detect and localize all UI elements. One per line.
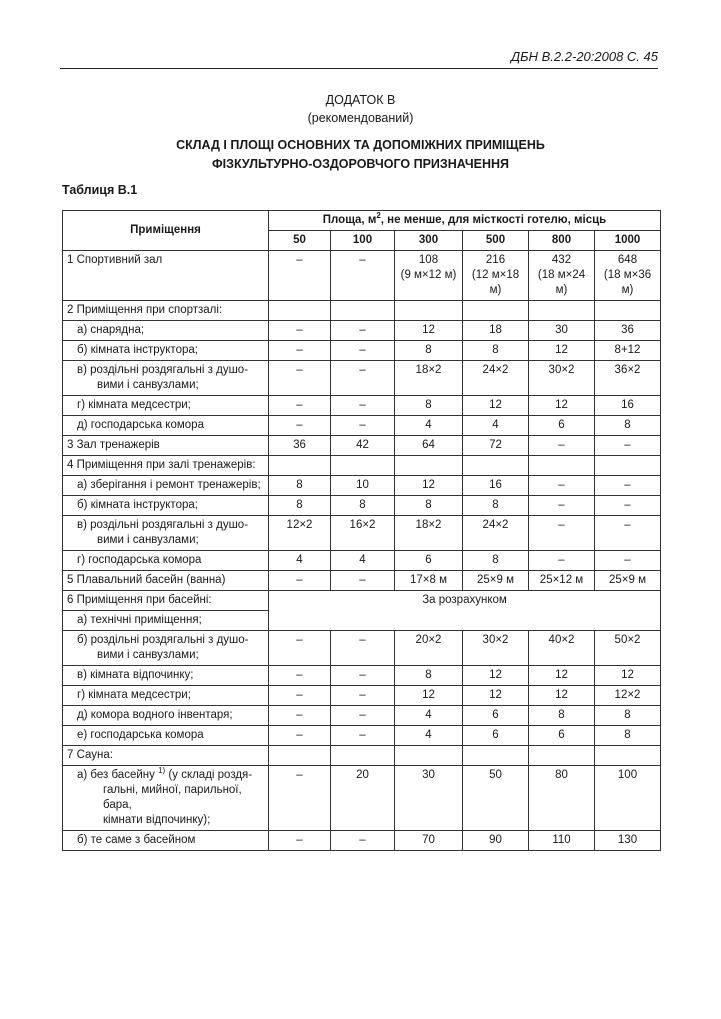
- area-value-cell: –: [331, 251, 395, 301]
- room-name-cell: [63, 436, 269, 456]
- area-value-cell: 42: [331, 436, 395, 456]
- area-value-cell: 90: [463, 831, 529, 851]
- area-value-cell: –: [269, 341, 331, 361]
- room-name: 1 Спортивний зал: [67, 254, 163, 266]
- area-value-cell: 108 (9 м×12 м): [395, 251, 463, 301]
- area-value-cell: –: [529, 551, 595, 571]
- area-value-cell: [395, 301, 463, 321]
- table-row: [63, 571, 661, 591]
- area-value-cell: –: [331, 726, 395, 746]
- area-value-cell: [595, 456, 661, 476]
- table-row: [63, 591, 661, 611]
- area-value-cell: –: [331, 706, 395, 726]
- room-name: д) господарська комора: [77, 419, 204, 431]
- area-header-sup: 2: [376, 211, 381, 221]
- area-value-cell: –: [331, 631, 395, 666]
- room-name-cell: [63, 496, 269, 516]
- table-row: [63, 456, 661, 476]
- room-name-cell: [63, 551, 269, 571]
- room-name: 7 Сауна:: [67, 749, 113, 761]
- area-value-cell: 17×8 м: [395, 571, 463, 591]
- appendix-note: (рекомендований): [307, 111, 414, 125]
- area-value-cell: 6: [395, 551, 463, 571]
- table-row: [63, 706, 661, 726]
- area-value-cell: 12×2: [269, 516, 331, 551]
- room-name-cell: [63, 456, 269, 476]
- room-name-cell: [63, 631, 269, 666]
- area-value-cell: [331, 301, 395, 321]
- area-value-cell: 12×2: [595, 686, 661, 706]
- area-value-cell: [595, 301, 661, 321]
- room-name-cell: [63, 746, 269, 766]
- merged-value-cell: За розрахунком: [269, 591, 661, 631]
- table-row: [63, 476, 661, 496]
- area-value-cell: 12: [529, 341, 595, 361]
- table-row: [63, 686, 661, 706]
- area-value-cell: 8: [395, 396, 463, 416]
- table-row: [63, 396, 661, 416]
- room-name: б) те саме з басейном: [77, 834, 196, 846]
- area-value-cell: 12: [529, 396, 595, 416]
- area-value-cell: –: [529, 436, 595, 456]
- area-value-cell: 130: [595, 831, 661, 851]
- room-name: а) зберігання і ремонт тренажерів;: [77, 479, 261, 491]
- area-value-cell: 12: [529, 686, 595, 706]
- area-value-cell: 30×2: [529, 361, 595, 396]
- table-row: [63, 301, 661, 321]
- area-value-cell: 8: [331, 496, 395, 516]
- area-header-prefix: Площа, м: [322, 214, 377, 226]
- area-value-cell: 30: [395, 766, 463, 831]
- area-value-cell: 20: [331, 766, 395, 831]
- capacity-header: 100: [331, 231, 395, 251]
- room-name-cell: [63, 726, 269, 746]
- area-value-cell: –: [331, 341, 395, 361]
- area-value-cell: 110: [529, 831, 595, 851]
- area-value-cell: 64: [395, 436, 463, 456]
- room-name-cell: [63, 571, 269, 591]
- room-name-rest: (у складі роздя-: [165, 769, 253, 781]
- capacity-header: 50: [269, 231, 331, 251]
- area-value-cell: 4: [395, 416, 463, 436]
- room-name-cell: [63, 476, 269, 496]
- room-name-continued: вими і санвузлами;: [97, 534, 199, 546]
- area-value-cell: 8: [269, 496, 331, 516]
- area-value-cell: 4: [269, 551, 331, 571]
- room-name-cell: [63, 766, 269, 831]
- room-name: 3 Зал тренажерів: [67, 439, 160, 451]
- room-name: 5 Плавальний басейн (ванна): [67, 574, 226, 586]
- area-value-cell: 8+12: [595, 341, 661, 361]
- area-value-cell: 30×2: [463, 631, 529, 666]
- area-value-cell: 648 (18 м×36 м): [595, 251, 661, 301]
- area-value-cell: 12: [395, 476, 463, 496]
- appendix-title: ДОДАТОК В: [325, 93, 396, 107]
- area-value-cell: –: [269, 321, 331, 341]
- area-value-cell: 8: [529, 706, 595, 726]
- area-value-cell: –: [269, 686, 331, 706]
- area-value-cell: 8: [595, 416, 661, 436]
- room-name: 4 Приміщення при залі тренажерів:: [67, 459, 256, 471]
- area-value-cell: [463, 746, 529, 766]
- area-value-cell: –: [331, 321, 395, 341]
- area-value-cell: 24×2: [463, 361, 529, 396]
- room-name: б) роздільні роздягальні з душо-: [77, 634, 249, 646]
- area-value-cell: –: [331, 666, 395, 686]
- area-value-cell: [395, 456, 463, 476]
- area-value-cell: 10: [331, 476, 395, 496]
- area-value-cell: [331, 746, 395, 766]
- running-header: ДБН В.2.2-20:2008 С. 45: [60, 49, 658, 69]
- area-value-cell: –: [269, 706, 331, 726]
- table-row: [63, 251, 661, 301]
- room-name-cell: [63, 301, 269, 321]
- room-name: г) господарська комора: [77, 554, 202, 566]
- capacity-header: 300: [395, 231, 463, 251]
- area-value-cell: 36×2: [595, 361, 661, 396]
- area-value-cell: 20×2: [395, 631, 463, 666]
- area-value-cell: 24×2: [463, 516, 529, 551]
- area-value-cell: –: [331, 416, 395, 436]
- area-value-cell: 16: [463, 476, 529, 496]
- table-row: [63, 321, 661, 341]
- capacity-header: 500: [463, 231, 529, 251]
- room-name-continued: вими і санвузлами;: [97, 379, 199, 391]
- table-row: [63, 666, 661, 686]
- room-name-continued: вими і санвузлами;: [97, 649, 199, 661]
- area-value-cell: –: [595, 551, 661, 571]
- area-value-cell: –: [269, 831, 331, 851]
- area-value-cell: 8: [463, 341, 529, 361]
- area-value-cell: –: [595, 436, 661, 456]
- table-row: [63, 746, 661, 766]
- area-value-cell: 4: [331, 551, 395, 571]
- area-value-cell: 4: [395, 706, 463, 726]
- area-value-cell: –: [529, 476, 595, 496]
- area-value-cell: 8: [595, 706, 661, 726]
- area-value-cell: –: [331, 396, 395, 416]
- area-value-cell: [269, 301, 331, 321]
- capacity-header: 800: [529, 231, 595, 251]
- area-value-cell: 25×9 м: [595, 571, 661, 591]
- area-value-cell: 4: [395, 726, 463, 746]
- area-value-cell: 6: [463, 706, 529, 726]
- table-row: [63, 341, 661, 361]
- area-value-cell: 40×2: [529, 631, 595, 666]
- room-name: б) кімната інструктора;: [77, 499, 198, 511]
- area-value-cell: 6: [529, 726, 595, 746]
- area-value-cell: –: [331, 361, 395, 396]
- area-value-cell: –: [269, 251, 331, 301]
- room-name-cell: [63, 396, 269, 416]
- area-value-cell: 8: [463, 496, 529, 516]
- table-row: [63, 766, 661, 831]
- area-value-cell: 50×2: [595, 631, 661, 666]
- area-value-cell: 18×2: [395, 516, 463, 551]
- room-name-cell: [63, 706, 269, 726]
- room-name: г) кімната медсестри;: [77, 689, 191, 701]
- area-value-cell: 12: [463, 666, 529, 686]
- table-row: [63, 726, 661, 746]
- room-name-cell: [63, 321, 269, 341]
- area-value-cell: [269, 746, 331, 766]
- area-value-cell: 6: [529, 416, 595, 436]
- room-name-cell: [63, 611, 269, 631]
- area-value-cell: 4: [463, 416, 529, 436]
- room-name: б) кімната інструктора;: [77, 344, 198, 356]
- area-value-cell: 12: [463, 396, 529, 416]
- table-row: [63, 416, 661, 436]
- area-value-cell: –: [269, 416, 331, 436]
- area-value-cell: 8: [395, 666, 463, 686]
- room-name: в) кімната відпочинку;: [77, 669, 194, 681]
- room-name: 6 Приміщення при басейні:: [67, 594, 212, 606]
- area-value-cell: –: [269, 361, 331, 396]
- area-header-suffix: , не менше, для місткості готелю, місць: [380, 214, 607, 226]
- area-value-cell: [463, 456, 529, 476]
- room-name-cell: [63, 831, 269, 851]
- area-value-cell: –: [269, 666, 331, 686]
- table-row: [63, 631, 661, 666]
- room-name: а) технічні приміщення;: [77, 614, 202, 626]
- area-value-cell: 8: [463, 551, 529, 571]
- rooms-column-header: Приміщення: [63, 211, 269, 251]
- area-value-cell: 80: [529, 766, 595, 831]
- area-value-cell: 12: [463, 686, 529, 706]
- area-value-cell: –: [331, 571, 395, 591]
- area-value-cell: 16×2: [331, 516, 395, 551]
- area-value-cell: –: [529, 516, 595, 551]
- room-name-cell: [63, 666, 269, 686]
- document-title: [0, 136, 721, 174]
- area-value-cell: –: [595, 516, 661, 551]
- area-value-cell: 6: [463, 726, 529, 746]
- area-value-cell: 16: [595, 396, 661, 416]
- table-row: [63, 361, 661, 396]
- document-title-line1: СКЛАД І ПЛОЩІ ОСНОВНИХ ТА ДОПОМІЖНИХ ПРИМІЩЕНЬ: [176, 138, 545, 152]
- area-value-cell: 12: [395, 686, 463, 706]
- area-value-cell: [331, 456, 395, 476]
- area-value-cell: –: [269, 571, 331, 591]
- area-value-cell: 8: [269, 476, 331, 496]
- room-name: е) господарська комора: [77, 729, 204, 741]
- area-value-cell: 25×12 м: [529, 571, 595, 591]
- room-name-cell: [63, 416, 269, 436]
- area-value-cell: [529, 456, 595, 476]
- room-name-cell: [63, 251, 269, 301]
- area-value-cell: –: [269, 766, 331, 831]
- area-value-cell: [395, 746, 463, 766]
- table-header-row: [63, 211, 661, 231]
- area-value-cell: 8: [395, 496, 463, 516]
- area-value-cell: –: [595, 476, 661, 496]
- room-name-cell: [63, 361, 269, 396]
- table-row: [63, 831, 661, 851]
- area-value-cell: 12: [529, 666, 595, 686]
- table-caption: Таблиця В.1: [62, 183, 138, 197]
- room-name: а) снарядна;: [77, 324, 145, 336]
- area-value-cell: 12: [395, 321, 463, 341]
- room-name-continued: кімнати відпочинку);: [103, 814, 211, 826]
- room-name: г) кімната медсестри;: [77, 399, 191, 411]
- area-value-cell: 50: [463, 766, 529, 831]
- room-name: в) роздільні роздягальні з душо-: [77, 364, 249, 376]
- area-value-cell: 30: [529, 321, 595, 341]
- capacity-header: 1000: [595, 231, 661, 251]
- rooms-table: [62, 210, 661, 851]
- area-value-cell: –: [331, 831, 395, 851]
- area-value-cell: 36: [595, 321, 661, 341]
- room-name: а) без басейну: [77, 769, 155, 781]
- area-column-header: [269, 211, 661, 231]
- footnote-mark: 1): [158, 766, 166, 776]
- room-name: в) роздільні роздягальні з душо-: [77, 519, 249, 531]
- area-value-cell: 8: [595, 726, 661, 746]
- area-value-cell: 18×2: [395, 361, 463, 396]
- area-value-cell: –: [595, 496, 661, 516]
- table-row: [63, 436, 661, 456]
- room-name: 2 Приміщення при спортзалі:: [67, 304, 223, 316]
- appendix-heading: [0, 91, 721, 127]
- area-value-cell: –: [529, 496, 595, 516]
- area-value-cell: [463, 301, 529, 321]
- area-value-cell: [269, 456, 331, 476]
- area-value-cell: 8: [395, 341, 463, 361]
- room-name-cell: [63, 686, 269, 706]
- area-value-cell: –: [269, 396, 331, 416]
- area-value-cell: 100: [595, 766, 661, 831]
- room-name-cell: [63, 516, 269, 551]
- room-name-cell: [63, 341, 269, 361]
- room-name: д) комора водного інвентаря;: [77, 709, 233, 721]
- table-row: [63, 496, 661, 516]
- area-value-cell: 432 (18 м×24 м): [529, 251, 595, 301]
- table-row: [63, 516, 661, 551]
- area-value-cell: 36: [269, 436, 331, 456]
- area-value-cell: 18: [463, 321, 529, 341]
- table-row: [63, 551, 661, 571]
- area-value-cell: 72: [463, 436, 529, 456]
- area-value-cell: 70: [395, 831, 463, 851]
- area-value-cell: –: [331, 686, 395, 706]
- room-name-cell: [63, 591, 269, 611]
- document-title-line2: ФІЗКУЛЬТУРНО-ОЗДОРОВЧОГО ПРИЗНАЧЕННЯ: [211, 157, 509, 171]
- area-value-cell: [529, 746, 595, 766]
- area-value-cell: 216 (12 м×18 м): [463, 251, 529, 301]
- area-value-cell: 25×9 м: [463, 571, 529, 591]
- area-value-cell: –: [269, 631, 331, 666]
- room-name-continued: гальні, мийної, парильної, бара,: [103, 784, 242, 811]
- area-value-cell: 12: [595, 666, 661, 686]
- area-value-cell: [529, 301, 595, 321]
- area-value-cell: –: [269, 726, 331, 746]
- area-value-cell: [595, 746, 661, 766]
